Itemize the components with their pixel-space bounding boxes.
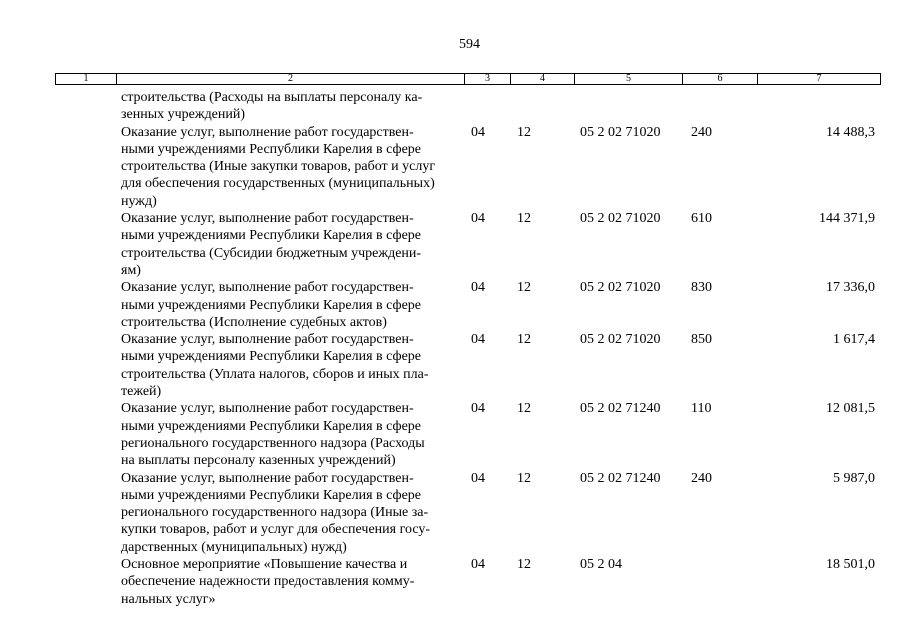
description-line: нужд) xyxy=(121,193,157,209)
header-cell-5: 5 xyxy=(575,74,683,84)
header-cell-3: 3 xyxy=(465,74,511,84)
subsection-code: 12 xyxy=(517,280,531,296)
description-line: ными учреждениями Республики Карелия в сфере xyxy=(121,141,422,157)
description-line: регионального государственного надзора (Расходы xyxy=(121,435,425,451)
section-code: 04 xyxy=(471,401,485,417)
row-description xyxy=(121,470,471,556)
table-row xyxy=(0,89,905,124)
table-row xyxy=(0,124,905,210)
table-row xyxy=(0,470,905,556)
description-line: регионального государственного надзора (Иные за- xyxy=(121,505,429,521)
header-cell-1: 1 xyxy=(56,74,117,84)
section-code: 04 xyxy=(471,557,485,573)
description-line: ными учреждениями Республики Карелия в сфере xyxy=(121,228,422,244)
target-article-code: 05 2 02 71240 xyxy=(580,470,661,486)
description-line: Оказание услуг, выполнение работ государствен- xyxy=(121,124,414,140)
amount: 5 987,0 xyxy=(833,470,875,486)
subsection-code: 12 xyxy=(517,211,531,227)
subsection-code: 12 xyxy=(517,401,531,417)
description-line: ям) xyxy=(121,262,141,278)
header-cell-7: 7 xyxy=(816,73,822,84)
target-article-code: 05 2 02 71240 xyxy=(580,401,661,417)
section-code: 04 xyxy=(471,470,485,486)
description-line: ными учреждениями Республики Карелия в сфере xyxy=(121,487,422,503)
table-row xyxy=(0,279,905,331)
row-description xyxy=(121,279,471,331)
subsection-code: 12 xyxy=(517,124,531,140)
description-line: ными учреждениями Республики Карелия в сфере xyxy=(121,349,422,365)
header-cell-4: 4 xyxy=(511,74,575,84)
table-row xyxy=(0,331,905,400)
expense-type-code: 830 xyxy=(691,280,712,296)
description-line: ными учреждениями Республики Карелия в сфере xyxy=(121,418,422,434)
header-cell-6: 6 xyxy=(683,74,758,84)
amount: 17 336,0 xyxy=(826,280,875,296)
subsection-code: 12 xyxy=(517,470,531,486)
amount: 14 488,3 xyxy=(826,124,875,140)
subsection-code: 12 xyxy=(517,557,531,573)
expense-type-code: 610 xyxy=(691,211,712,227)
description-line: Оказание услуг, выполнение работ государствен- xyxy=(121,401,414,417)
description-line: строительства (Иные закупки товаров, работ и услуг xyxy=(121,159,436,175)
table-row xyxy=(0,556,905,608)
section-code: 04 xyxy=(471,211,485,227)
table-row xyxy=(0,210,905,279)
table-header-row xyxy=(55,73,881,85)
section-code: 04 xyxy=(471,332,485,348)
target-article-code: 05 2 02 71020 xyxy=(580,211,661,227)
page-number: 594 xyxy=(459,37,480,52)
row-description xyxy=(121,556,471,608)
description-line: ными учреждениями Республики Карелия в сфере xyxy=(121,297,422,313)
description-line: строительства (Уплата налогов, сборов и иных пла- xyxy=(121,366,429,382)
description-line: нальных услуг» xyxy=(121,591,216,607)
description-line: купки товаров, работ и услуг для обеспечения госу- xyxy=(121,522,431,538)
description-line: зенных учреждений) xyxy=(121,107,246,123)
row-description xyxy=(121,331,471,400)
description-line: Основное мероприятие «Повышение качества и xyxy=(121,557,408,573)
amount: 1 617,4 xyxy=(833,332,875,348)
description-line: обеспечение надежности предоставления комму- xyxy=(121,574,415,590)
subsection-code: 12 xyxy=(517,332,531,348)
expense-type-code: 240 xyxy=(691,470,712,486)
target-article-code: 05 2 04 xyxy=(580,557,622,573)
section-code: 04 xyxy=(471,280,485,296)
description-line: Оказание услуг, выполнение работ государствен- xyxy=(121,211,414,227)
target-article-code: 05 2 02 71020 xyxy=(580,280,661,296)
table-body xyxy=(0,89,905,608)
expense-type-code: 110 xyxy=(691,401,712,417)
amount: 18 501,0 xyxy=(826,557,875,573)
expense-type-code: 240 xyxy=(691,124,712,140)
description-line: тежей) xyxy=(121,384,162,400)
target-article-code: 05 2 02 71020 xyxy=(580,332,661,348)
amount: 12 081,5 xyxy=(826,401,875,417)
amount: 144 371,9 xyxy=(819,211,875,227)
description-line: Оказание услуг, выполнение работ государствен- xyxy=(121,332,414,348)
row-description xyxy=(121,210,471,279)
table-row xyxy=(0,400,905,469)
expense-type-code: 850 xyxy=(691,332,712,348)
description-line: для обеспечения государственных (муниципальных) xyxy=(121,176,435,192)
description-line: Оказание услуг, выполнение работ государствен- xyxy=(121,470,414,486)
description-line: на выплаты персоналу казенных учреждений) xyxy=(121,453,396,469)
description-line: Оказание услуг, выполнение работ государствен- xyxy=(121,280,414,296)
row-description xyxy=(121,89,471,124)
description-line: строительства (Исполнение судебных актов) xyxy=(121,314,387,330)
description-line: строительства (Расходы на выплаты персоналу ка- xyxy=(121,90,423,105)
section-code: 04 xyxy=(471,124,485,140)
description-line: дарственных (муниципальных) нужд) xyxy=(121,539,347,555)
row-description xyxy=(121,124,471,210)
target-article-code: 05 2 02 71020 xyxy=(580,124,661,140)
header-cell-2: 2 xyxy=(117,74,465,84)
description-line: строительства (Субсидии бюджетным учреждени- xyxy=(121,245,422,261)
row-description xyxy=(121,400,471,469)
